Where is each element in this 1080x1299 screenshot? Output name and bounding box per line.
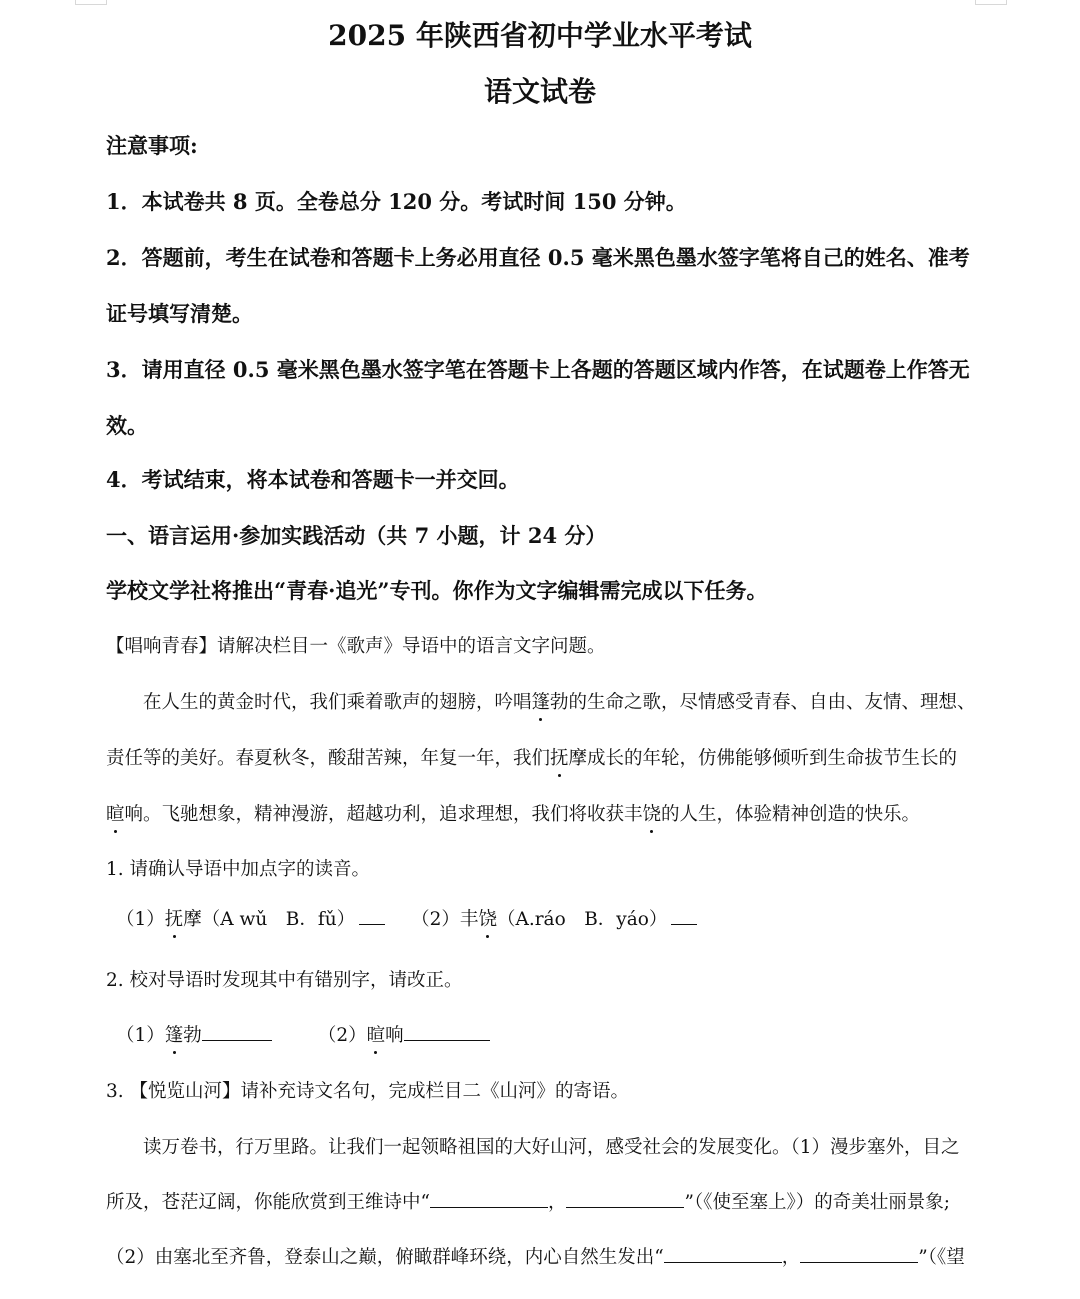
option-label: （1）: [116, 909, 165, 930]
passage-text: 勃的生命之歌，尽情感受青春、自由、友情、理想、: [550, 692, 976, 713]
page-corner-mark: [975, 0, 1007, 5]
dotted-char: 饶: [478, 905, 497, 931]
answer-blank[interactable]: [202, 1022, 272, 1041]
exam-title: 2025 年陕西省初中学业水平考试: [328, 19, 752, 52]
notice-item-3-cont: 效。: [106, 413, 148, 438]
question-1-options: [116, 905, 697, 931]
option-text: （A.ráo B．yáo）: [496, 909, 668, 930]
prompt-text: ，: [781, 1247, 801, 1268]
question-3-line-2: [106, 1188, 950, 1214]
answer-blank[interactable]: [664, 1244, 782, 1263]
answer-blank[interactable]: [671, 906, 697, 925]
option-label: （2）丰: [411, 909, 479, 930]
column-1-prompt: 【唱响青春】请解决栏目一《歌声》导语中的语言文字问题。: [106, 636, 606, 657]
passage-line-3: [106, 800, 920, 826]
option-text: 摩（A wǔ B．fǔ）: [183, 909, 356, 930]
question-3-line-3: [106, 1243, 965, 1269]
prompt-text: ”（《望: [918, 1247, 965, 1268]
notice-item-2-cont: 证号填写清楚。: [106, 301, 253, 326]
prompt-text: （2）由塞北至齐鲁，登泰山之巅，俯瞰群峰环绕，内心自然生发出“: [106, 1247, 664, 1268]
dotted-char: 篷: [532, 688, 551, 714]
question-3-line-1: 读万卷书，行万里路。让我们一起领略祖国的大好山河，感受社会的发展变化。（1）漫步塞外，目之: [143, 1137, 960, 1158]
passage-text: 摩成长的年轮，仿佛能够倾听到生命拔节生长的: [568, 748, 958, 769]
passage-line-1: [143, 688, 976, 714]
question-2-options: [116, 1021, 490, 1047]
dotted-char: 暄: [367, 1021, 386, 1047]
prompt-text: ”（《使至塞上》）的奇美壮丽景象;: [684, 1192, 950, 1213]
notice-item-1: 1．本试卷共 8 页。全卷总分 120 分。考试时间 150 分钟。: [106, 189, 687, 214]
prompt-text: ，: [547, 1192, 567, 1213]
section-heading: 一、语言运用·参加实践活动（共 7 小题，计 24 分）: [106, 523, 607, 548]
prompt-text: 所及，苍茫辽阔，你能欣赏到王维诗中“: [106, 1192, 430, 1213]
page-corner-mark: [75, 0, 107, 5]
dotted-char: 抚: [550, 744, 569, 770]
notice-item-3: 3．请用直径 0.5 毫米黑色墨水签字笔在答题卡上各题的答题区域内作答，在试题卷上作答无: [106, 357, 970, 382]
answer-blank[interactable]: [404, 1022, 490, 1041]
question-2-stem: 2. 校对导语时发现其中有错别字，请改正。: [106, 970, 463, 991]
notice-item-4: 4．考试结束，将本试卷和答题卡一并交回。: [106, 467, 520, 492]
answer-blank[interactable]: [566, 1189, 684, 1208]
dotted-char: 篷: [165, 1021, 184, 1047]
passage-line-2: [106, 744, 957, 770]
dotted-char: 暄: [106, 800, 125, 826]
option-text: 响: [385, 1025, 404, 1046]
answer-blank[interactable]: [430, 1189, 548, 1208]
option-text: 勃: [183, 1025, 202, 1046]
option-label: （2）: [317, 1025, 367, 1046]
section-intro: 学校文学社将推出“青春·追光”专刊。你作为文字编辑需完成以下任务。: [106, 578, 768, 603]
notice-heading: 注意事项:: [106, 133, 198, 158]
passage-text: 责任等的美好。春夏秋冬，酸甜苦辣，年复一年，我们: [106, 748, 551, 769]
passage-text: 响。飞驰想象，精神漫游，超越功利，追求理想，我们将收获丰: [124, 804, 643, 825]
answer-blank[interactable]: [359, 906, 385, 925]
passage-text: 的人生，体验精神创造的快乐。: [661, 804, 921, 825]
question-3-stem: 3. 【悦览山河】请补充诗文名句，完成栏目二《山河》的寄语。: [106, 1081, 630, 1102]
passage-text: 在人生的黄金时代，我们乘着歌声的翅膀，吟唱: [143, 692, 532, 713]
notice-item-2: 2．答题前，考生在试卷和答题卡上务必用直径 0.5 毫米黑色墨水签字笔将自己的姓名、准考: [106, 245, 970, 270]
answer-blank[interactable]: [800, 1244, 918, 1263]
dotted-char: 抚: [165, 905, 184, 931]
option-label: （1）: [116, 1025, 165, 1046]
exam-subtitle: 语文试卷: [483, 75, 596, 108]
dotted-char: 饶: [643, 800, 662, 826]
question-1-stem: 1. 请确认导语中加点字的读音。: [106, 859, 371, 880]
